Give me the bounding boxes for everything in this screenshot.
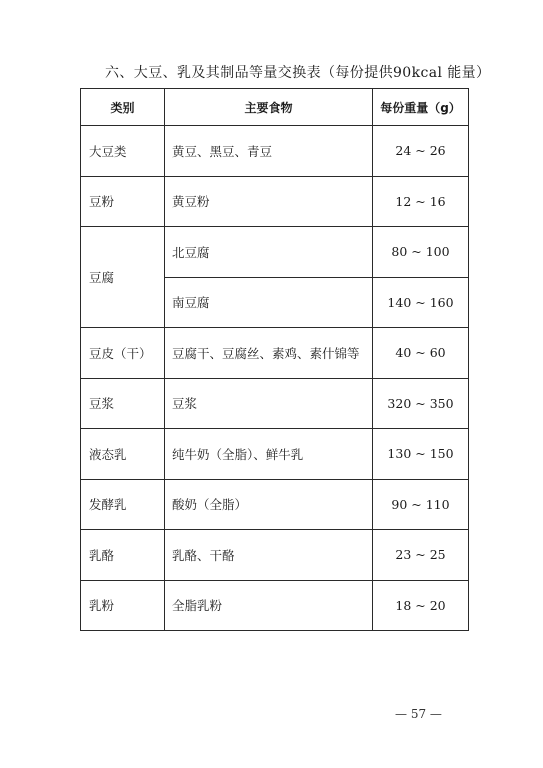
table-row (81, 227, 469, 278)
row-weight: 140 ~ 160 (373, 277, 469, 328)
row-category: 豆粉 (81, 176, 165, 227)
row-weight: 24 ~ 26 (373, 126, 469, 177)
header-main-foods: 主要食物 (165, 89, 373, 126)
row-category: 豆皮（干） (81, 328, 165, 379)
row-weight: 90 ~ 110 (373, 479, 469, 530)
table-row (81, 530, 469, 581)
row-category: 大豆类 (81, 126, 165, 177)
table-row (81, 580, 469, 631)
row-category: 发酵乳 (81, 479, 165, 530)
row-foods: 纯牛奶（全脂）、鲜牛乳 (165, 429, 373, 480)
row-weight: 320 ~ 350 (373, 378, 469, 429)
row-category: 液态乳 (81, 429, 165, 480)
row-weight: 130 ~ 150 (373, 429, 469, 480)
row-weight: 80 ~ 100 (373, 227, 469, 278)
table-row (81, 378, 469, 429)
table-row (81, 176, 469, 227)
row-foods: 酸奶（全脂） (165, 479, 373, 530)
table-row (81, 126, 469, 177)
row-weight: 18 ~ 20 (373, 580, 469, 631)
row-foods: 全脂乳粉 (165, 580, 373, 631)
row-category: 乳酪 (81, 530, 165, 581)
table-row (81, 328, 469, 379)
row-weight: 40 ~ 60 (373, 328, 469, 379)
row-category: 豆腐 (81, 227, 165, 328)
row-category: 豆浆 (81, 378, 165, 429)
table-row (81, 429, 469, 480)
page-number: — 57 — (395, 707, 442, 721)
exchange-table (80, 88, 469, 631)
row-foods: 北豆腐 (165, 227, 373, 278)
row-foods: 黄豆、黑豆、青豆 (165, 126, 373, 177)
row-category: 乳粉 (81, 580, 165, 631)
row-foods: 豆腐干、豆腐丝、素鸡、素什锦等 (165, 328, 373, 379)
row-foods: 豆浆 (165, 378, 373, 429)
row-foods: 南豆腐 (165, 277, 373, 328)
header-category: 类别 (81, 89, 165, 126)
header-weight: 每份重量（g） (373, 89, 469, 126)
row-weight: 12 ~ 16 (373, 176, 469, 227)
row-foods: 黄豆粉 (165, 176, 373, 227)
row-weight: 23 ~ 25 (373, 530, 469, 581)
table-header-row (81, 89, 469, 126)
row-foods: 乳酪、干酪 (165, 530, 373, 581)
table-row (81, 479, 469, 530)
page-title: 六、大豆、乳及其制品等量交换表（每份提供90kcal 能量） (105, 65, 491, 81)
